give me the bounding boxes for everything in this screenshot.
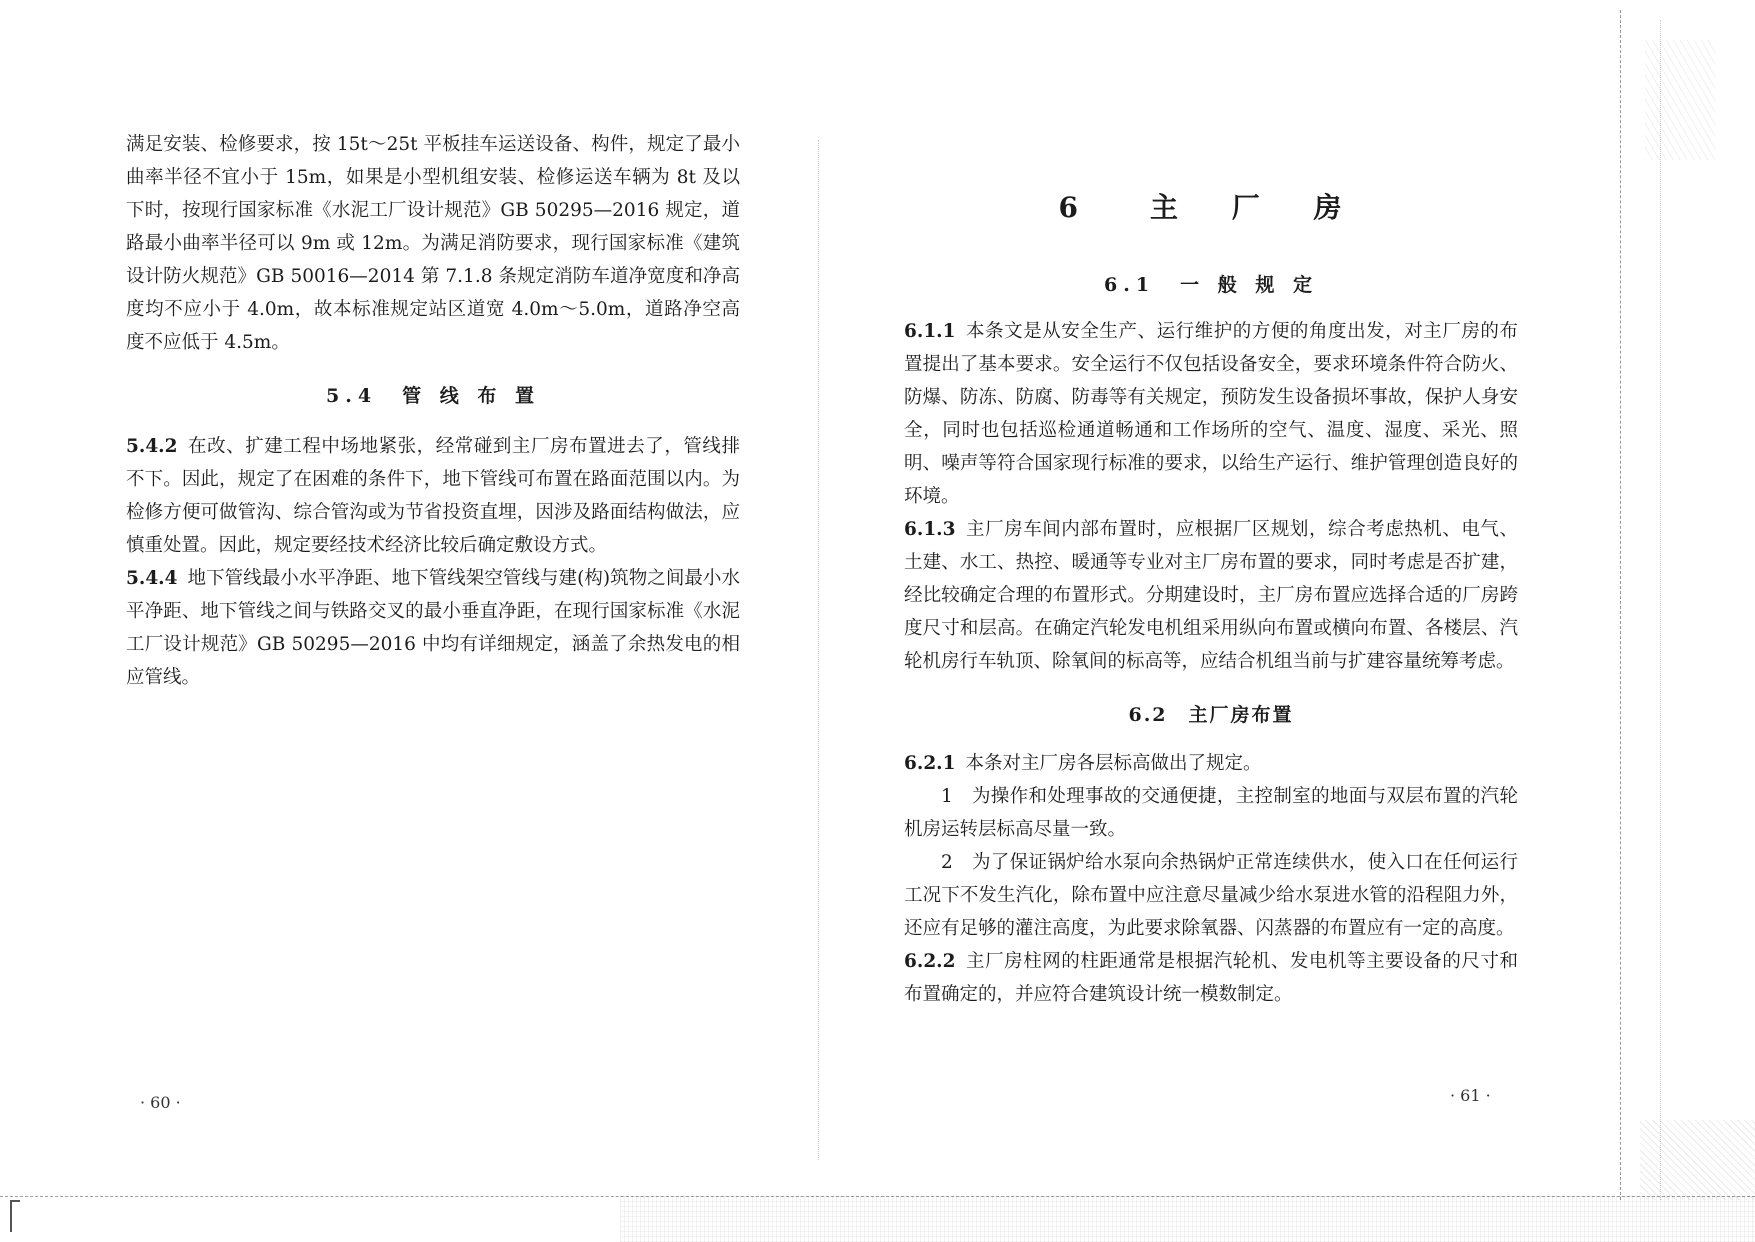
section-6-2-heading: 6.2 主厂房布置 <box>1128 704 1294 726</box>
clause-text: 主厂房柱网的柱距通常是根据汽轮机、发电机等主要设备的尺寸和布置确定的，并应符合建筑设计统一模数制定。 <box>904 951 1518 1005</box>
clause-number: 6.1.3 <box>904 519 956 540</box>
scan-noise-top-right <box>1645 40 1715 160</box>
clause-number: 6.2.2 <box>904 951 956 972</box>
page-number-left: · 60 · <box>140 1093 181 1112</box>
section-5-4-heading: 5.4 管 线 布 置 <box>326 385 540 407</box>
center-gutter-line <box>818 140 819 1160</box>
scan-edge-line <box>1620 10 1621 1200</box>
clause-text: 本条文是从安全生产、运行维护的方便的角度出发，对主厂房的布置提出了基本要求。安全运行不仅包括设备安全，要求环境条件符合防火、防爆、防冻、防腐、防毒等有关规定，预防发生设备损坏事故，保护人身安全，同时也包括巡检通道畅通和工作场所的空气、温度、湿度、采光、照明、噪声等符合国家现行标准的要求，以给生产运行、维护管理创造良好的环境。 <box>904 321 1518 507</box>
right-page <box>904 128 1518 1011</box>
section-6-1-heading: 6.1 一 般 规 定 <box>1104 274 1318 296</box>
clause-6-1-1 <box>904 315 1518 513</box>
clause-5-4-4 <box>126 562 740 694</box>
clause-number: 5.4.4 <box>126 568 178 589</box>
clause-number: 6.2.1 <box>904 753 956 774</box>
clause-6-2-1-item-1: 1 为操作和处理事故的交通便捷，主控制室的地面与双层布置的汽轮机房运转层标高尽量一致。 <box>904 786 1518 840</box>
intro-paragraph: 满足安装、检修要求，按 15t～25t 平板挂车运送设备、构件，规定了最小曲率半径不宜小于 15m，如果是小型机组安装、检修运送车辆为 8t 及以下时，按现行国家标准《水泥工厂设计规范》GB 50295—2016 规定，道路最小曲率半径可以 9m 或 12m。为满足消防要求，现行国家标准《建筑设计防火规范》GB 50016—2014 第 7.1.8 条规定消防车道净宽度和净高度均不应小于 4.0m，故本标准规定站区道宽 4.0m～5.0m，道路净空高度不应低于 4.5m。 <box>126 134 740 353</box>
clause-6-1-3 <box>904 513 1518 678</box>
clause-text: 地下管线最小水平净距、地下管线架空管线与建(构)筑物之间最小水平净距、地下管线之间与铁路交叉的最小垂直净距，在现行国家标准《水泥工厂设计规范》GB 50295—2016 中均有详细规定，涵盖了余热发电的相应管线。 <box>126 568 740 688</box>
chapter-6-title: 6 主 厂 房 <box>1058 191 1364 224</box>
clause-text: 在改、扩建工程中场地紧张，经常碰到主厂房布置进去了，管线排不下。因此，规定了在困难的条件下，地下管线可布置在路面范围以内。为检修方便可做管沟、综合管沟或为节省投资直埋，因涉及路面结构做法，应慎重处置。因此，规定要经技术经济比较后确定敷设方式。 <box>126 436 740 556</box>
clause-6-2-1 <box>904 747 1518 780</box>
clause-text: 主厂房车间内部布置时，应根据厂区规划，综合考虑热机、电气、土建、水工、热控、暖通等专业对主厂房布置的要求，同时考虑是否扩建，经比较确定合理的布置形式。分期建设时，主厂房布置应选择合适的厂房跨度尺寸和层高。在确定汽轮发电机组采用纵向布置或横向布置、各楼层、汽轮机房行车轨顶、除氧间的标高等，应结合机组当前与扩建容量统筹考虑。 <box>904 519 1518 672</box>
clause-number: 5.4.2 <box>126 436 178 457</box>
clause-5-4-2 <box>126 430 740 562</box>
clause-6-2-2 <box>904 945 1518 1011</box>
scan-noise-corner <box>1640 1120 1755 1200</box>
clause-number: 6.1.1 <box>904 321 956 342</box>
clause-text: 本条对主厂房各层标高做出了规定。 <box>965 753 1262 774</box>
left-page <box>126 128 740 694</box>
page-number-right: · 61 · <box>1450 1086 1491 1105</box>
scan-edge-line-secondary <box>1660 20 1661 1200</box>
clause-6-2-1-item-2: 2 为了保证锅炉给水泵向余热锅炉正常连续供水，使入口在任何运行工况下不发生汽化，除布置中应注意尽量减少给水泵进水管的沿程阻力外，还应有足够的灌注高度，为此要求除氧器、闪蒸器的布置应有一定的高度。 <box>904 852 1518 939</box>
scan-noise-bottom <box>620 1196 1755 1242</box>
scan-corner-mark <box>10 1200 20 1232</box>
